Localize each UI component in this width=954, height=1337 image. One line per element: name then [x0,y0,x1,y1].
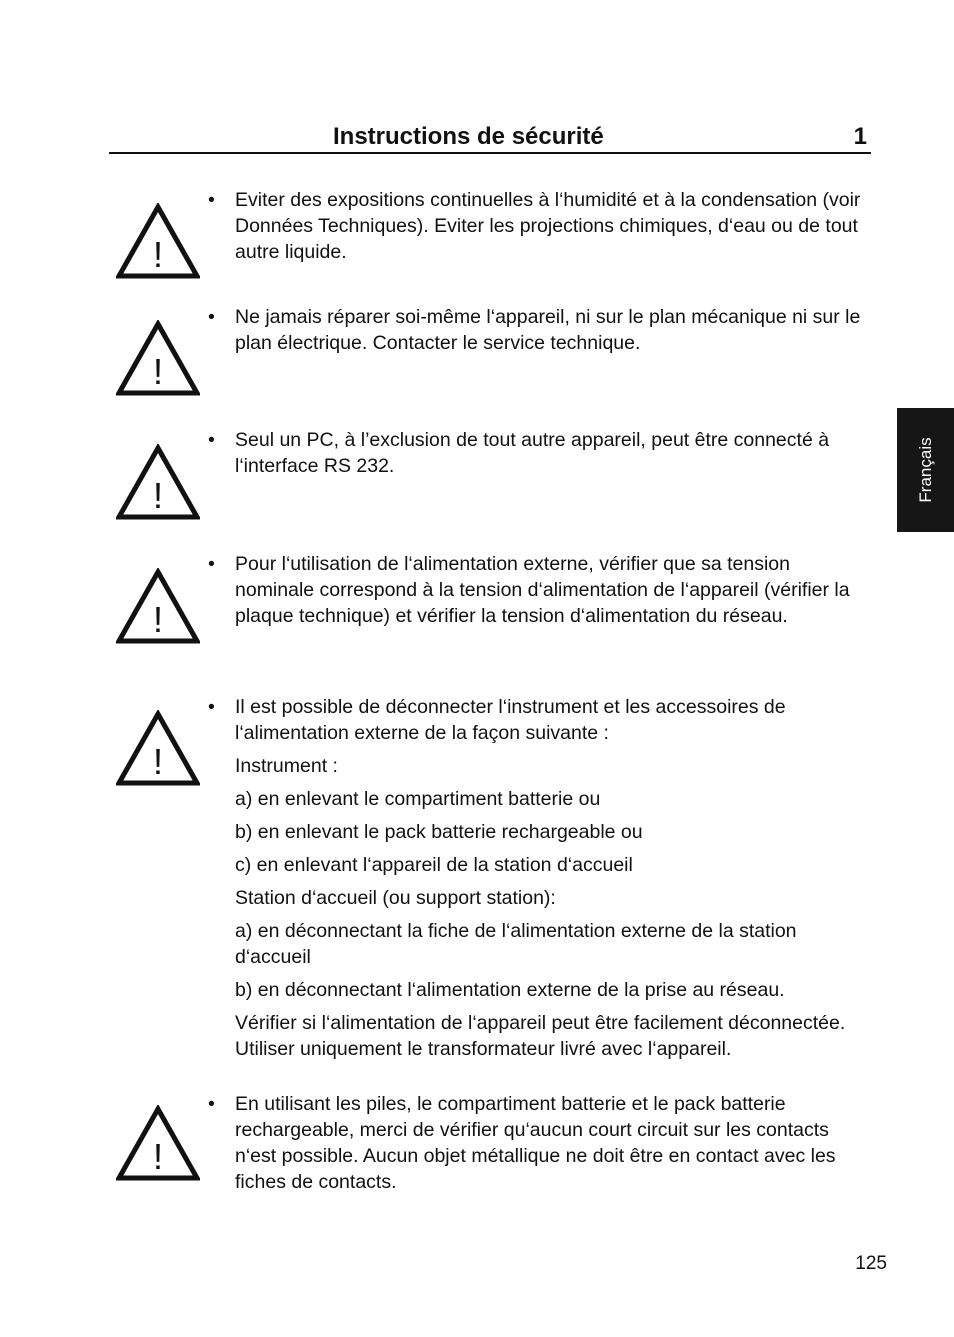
svg-text:!: ! [152,475,164,516]
sub-line: c) en enlevant l‘appareil de la station d‘accueil [235,854,633,876]
warning-icon [116,203,200,279]
warning-icon [116,1105,200,1181]
warning-icon [116,568,200,644]
warning-icon [116,444,200,520]
warning-icon [116,710,200,786]
page-header [109,122,871,154]
sub-line: a) en enlevant le compartiment batterie ou [235,788,601,810]
bullet: • [208,1093,215,1115]
safety-item [208,187,863,265]
sub-line: Station d‘accueil (ou support station): [235,887,556,909]
language-tab [897,408,954,532]
safety-item-text: Il est possible de déconnecter l‘instrument et les accessoires de l‘alimentation externe de la façon suivante : [235,696,786,744]
safety-item [208,304,863,356]
safety-item-text: Pour l‘utilisation de l‘alimentation externe, vérifier que sa tension nominale correspond à la tension d‘alimentation de l‘appareil (vérifier la plaque technique) et vérifier la tension d‘alimentation du réseau. [235,553,850,627]
sub-line: a) en déconnectant la fiche de l‘alimentation externe de la station d‘accueil [235,920,797,968]
bullet: • [208,306,215,328]
sub-line: b) en enlevant le pack batterie rechargeable ou [235,821,643,843]
bullet: • [208,429,215,451]
sub-line: b) en déconnectant l‘alimentation externe de la prise au réseau. [235,979,785,1001]
safety-item [208,1091,863,1195]
warning-icon [116,320,200,396]
svg-text:!: ! [152,234,164,275]
bullet: • [208,553,215,575]
page-number: 125 [855,1253,887,1274]
safety-item-text: Eviter des expositions continuelles à l‘humidité et à la condensation (voir Données Techniques). Eviter les projections chimiques, d‘eau ou de tout autre liquide. [235,189,861,263]
page-title: Instructions de sécurité [333,123,604,150]
chapter-number: 1 [853,123,867,150]
safety-item-text: Seul un PC, à l’exclusion de tout autre appareil, peut être connecté à l‘interface RS 232. [235,429,830,477]
sub-line: Vérifier si l‘alimentation de l‘appareil peut être facilement déconnectée. Utiliser uniquement le transformateur livré avec l‘appareil. [235,1012,846,1060]
bullet: • [208,189,215,211]
safety-item-text: En utilisant les piles, le compartiment batterie et le pack batterie rechargeable, merci de vérifier qu‘aucun court circuit sur les contacts n‘est possible. Aucun objet métallique ne doit être en contact avec les fiches de contacts. [235,1093,836,1193]
svg-text:!: ! [152,351,164,392]
svg-text:!: ! [152,741,164,782]
safety-item-text: Ne jamais réparer soi-même l‘appareil, ni sur le plan mécanique ni sur le plan électrique. Contacter le service technique. [235,306,861,354]
safety-item [208,427,863,479]
sub-line: Instrument : [235,755,338,777]
language-tab-label: Français [915,437,935,503]
svg-text:!: ! [152,1136,164,1177]
svg-text:!: ! [152,599,164,640]
safety-item [208,551,863,629]
safety-item [208,694,863,1062]
bullet: • [208,696,215,718]
